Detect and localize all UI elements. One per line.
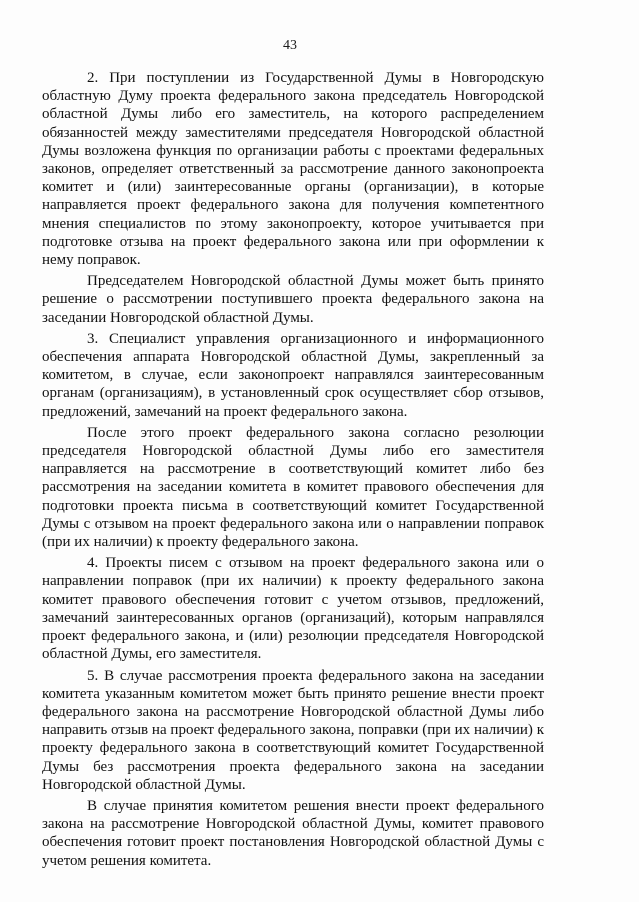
- paragraph-4-letters: 4. Проекты писем с отзывом на проект федерального закона или о направлении поправок (при их наличии) к проекту федерального закона комитет правового обеспечения готовит с учетом отзывов, предложений, замечаний заинтересованных органов (организаций), которым направлялся проект федерального закона, и (или) резолюции председателя Новгородской областной Думы, его заместителя.: [42, 555, 544, 663]
- paragraph-2-intro: 2. При поступлении из Государственной Думы в Новгородскую областную Думу проекта федерального закона председатель Новгородской областной Думы либо его заместитель, на которого распределением обязанностей между заместителями председателя Новгородской областной Думы возложена функция по организации работы с проектами федеральных законов, определяет ответственный за рассмотрение данного законопроекта комитет и (или) заинтересованные органы (организации), в которые направляется проект федерального закона для получения компетентного мнения специалистов по этому законопроекту, которое учитывается при подготовке отзыва на проект федерального закона или при оформлении к нему поправок.: [42, 70, 544, 269]
- page-number: 43: [283, 38, 297, 53]
- paragraph-chairman-decision: Председателем Новгородской областной Думы может быть принято решение о рассмотрении поступившего проекта федерального закона на заседании Новгородской областной Думы.: [42, 273, 544, 326]
- document-body: [42, 69, 544, 870]
- paragraph-3-specialist: 3. Специалист управления организационного и информационного обеспечения аппарата Новгородской областной Думы, закрепленный за комитетом, в случае, если законопроект направлялся заинтересованным органам (организациям), в установленный срок осуществляет сбор отзывов, предложений, замечаний на проект федерального закона.: [42, 330, 544, 420]
- paragraph-resolution-draft: В случае принятия комитетом решения внести проект федерального закона на рассмотрение Новгородской областной Думы, комитет правового обеспечения готовит проект постановления Новгородской областной Думы с учетом решения комитета.: [42, 797, 544, 869]
- paragraph-5-committee-meeting: 5. В случае рассмотрения проекта федерального закона на заседании комитета указанным комитетом может быть принято решение внести проект федерального закона на рассмотрение Новгородской областной Думы либо направить отзыв на проект федерального закона, поправки (при их наличии) к проекту федерального закона в соответствующий комитет Государственной Думы без рассмотрения проекта федерального закона на заседании Новгородской областной Думы.: [42, 667, 544, 793]
- paragraph-after-review: После этого проект федерального закона согласно резолюции председателя Новгородской областной Думы либо его заместителя направляется на рассмотрение в соответствующий комитет либо без рассмотрения на заседании комитета в комитет правового обеспечения для подготовки проекта письма в соответствующий комитет Государственной Думы с отзывом на проект федерального закона или о направлении поправок (при их наличии) к проекту федерального закона.: [42, 424, 544, 551]
